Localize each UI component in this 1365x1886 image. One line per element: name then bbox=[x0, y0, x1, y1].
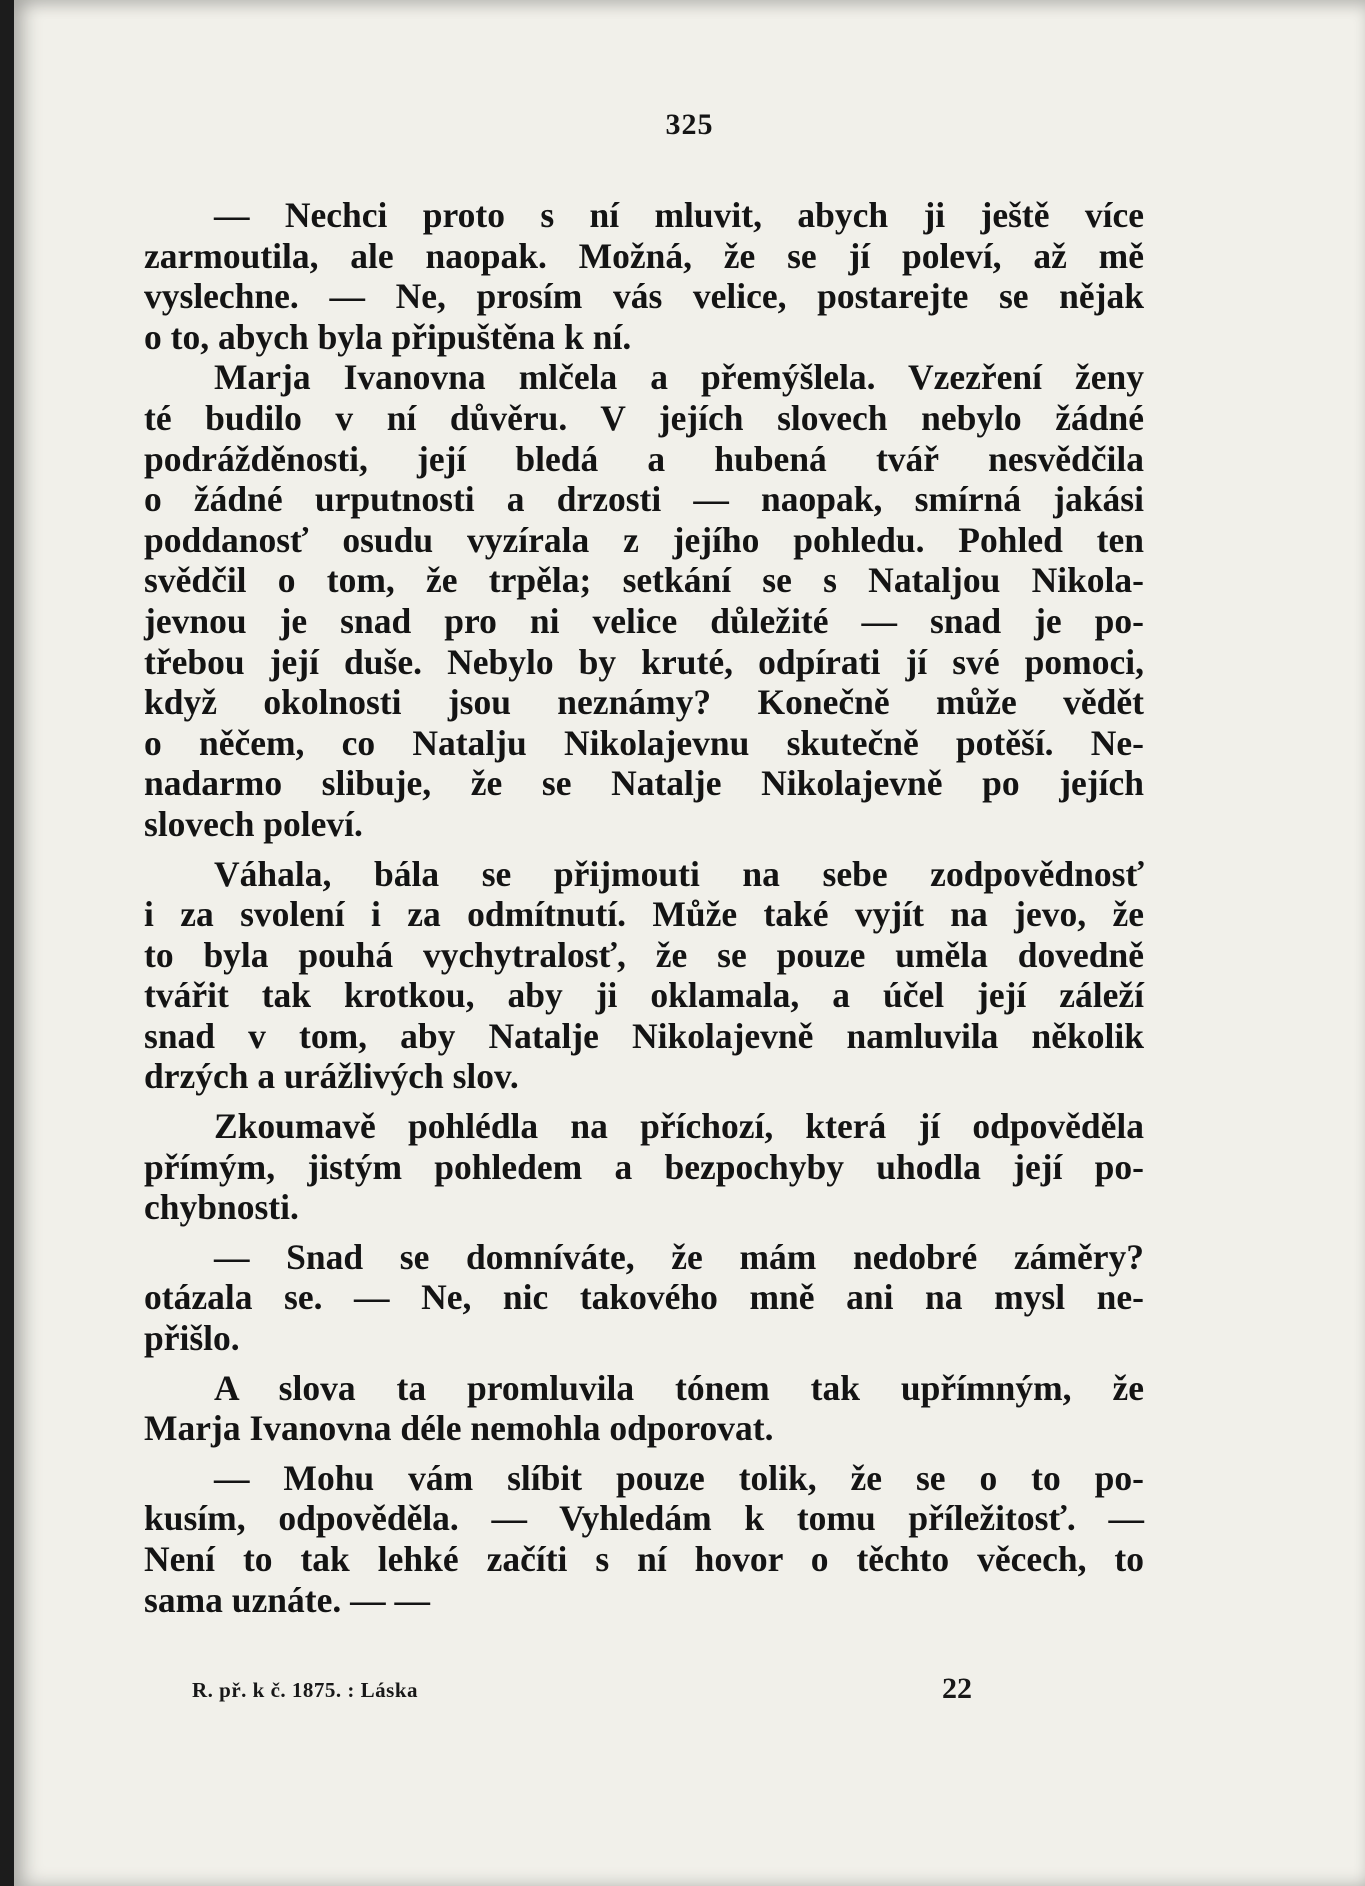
text-line: snad v tom, aby Natalje Nikolajevně namluvila několik bbox=[144, 1015, 1144, 1056]
text-line: i za svolení i za odmítnutí. Může také vyjít na jevo, že bbox=[144, 894, 1144, 935]
paragraph bbox=[144, 1368, 1144, 1449]
paragraph bbox=[144, 195, 1144, 357]
text-line: — Nechci proto s ní mluvit, abych ji ještě více bbox=[214, 195, 1144, 235]
text-line: té budilo v ní důvěru. V jejích slovech nebylo žádné bbox=[144, 397, 1144, 438]
text-line: to byla pouhá vychytralosť, že se pouze uměla dovedně bbox=[144, 934, 1144, 975]
paragraph bbox=[144, 357, 1144, 844]
text-line: chybnosti. bbox=[144, 1187, 299, 1228]
paragraph bbox=[144, 1237, 1144, 1359]
text-line: svědčil o tom, že trpěla; setkání se s Nataljou Nikola- bbox=[144, 560, 1144, 601]
text-line: o žádné urputnosti a drzosti — naopak, smírná jakási bbox=[144, 479, 1144, 520]
text-line: podrážděnosti, její bledá a hubená tvář nesvědčila bbox=[144, 438, 1144, 479]
page-number: 325 bbox=[665, 108, 714, 141]
body-text bbox=[144, 195, 1144, 1620]
text-line: jevnou je snad pro ni velice důležité — snad je po- bbox=[144, 600, 1144, 641]
text-line: o to, abych byla připuštěna k ní. bbox=[144, 316, 632, 357]
text-line: nadarmo slibuje, že se Natalje Nikolajevně po jejích bbox=[144, 763, 1144, 804]
text-line: — Snad se domníváte, že mám nedobré záměry? bbox=[214, 1236, 1144, 1277]
text-line: Není to tak lehké začíti s ní hovor o těchto věcech, to bbox=[144, 1539, 1144, 1579]
printer-signature: R. př. k č. 1875. : Láska bbox=[192, 1678, 419, 1702]
text-line: třebou její duše. Nebylo by kruté, odpírati jí své pomoci, bbox=[144, 641, 1144, 682]
paragraph-gap bbox=[144, 845, 1144, 854]
text-line: — Mohu vám slíbit pouze tolik, že se o to po- bbox=[214, 1457, 1144, 1498]
text-line: zarmoutila, ale naopak. Možná, že se jí poleví, až mě bbox=[144, 235, 1144, 276]
text-line: Marja Ivanovna mlčela a přemýšlela. Vzezření ženy bbox=[214, 357, 1144, 398]
paragraph-gap bbox=[144, 1449, 1144, 1458]
text-line: poddanosť osudu vyzírala z jejího pohledu. Pohled ten bbox=[144, 519, 1144, 560]
paragraph-gap bbox=[144, 1097, 1144, 1106]
text-line: Zkoumavě pohlédla na příchozí, která jí odpověděla bbox=[214, 1106, 1144, 1147]
page-footer bbox=[192, 1672, 972, 1708]
paragraph-gap bbox=[144, 1228, 1144, 1237]
text-line: drzých a urážlivých slov. bbox=[144, 1056, 519, 1097]
text-line: přímým, jistým pohledem a bezpochyby uhodla její po- bbox=[144, 1146, 1144, 1187]
paragraph bbox=[144, 1106, 1144, 1228]
text-line: o něčem, co Natalju Nikolajevnu skutečně potěší. Ne- bbox=[144, 722, 1144, 763]
text-line: vyslechne. — Ne, prosím vás velice, postarejte se nějak bbox=[144, 276, 1144, 317]
paragraph-gap bbox=[144, 1359, 1144, 1368]
paragraph bbox=[144, 854, 1144, 1098]
text-line: sama uznáte. — — bbox=[144, 1579, 430, 1620]
paragraph bbox=[144, 1458, 1144, 1620]
text-line: když okolnosti jsou neznámy? Konečně může vědět bbox=[144, 682, 1144, 723]
text-line: Marja Ivanovna déle nemohla odporovat. bbox=[144, 1408, 774, 1449]
text-line: Váhala, bála se přijmouti na sebe zodpovědnosť bbox=[214, 853, 1144, 894]
text-line: kusím, odpověděla. — Vyhledám k tomu příležitosť. — bbox=[144, 1498, 1144, 1539]
text-line: tvářit tak krotkou, aby ji oklamala, a účel její záleží bbox=[144, 975, 1144, 1016]
text-line: otázala se. — Ne, nic takového mně ani na mysl ne- bbox=[144, 1277, 1144, 1318]
text-line: přišlo. bbox=[144, 1318, 240, 1359]
text-line: slovech poleví. bbox=[144, 803, 363, 844]
book-page bbox=[14, 0, 1365, 1886]
sheet-number: 22 bbox=[942, 1672, 972, 1705]
text-line: A slova ta promluvila tónem tak upřímným, že bbox=[214, 1367, 1144, 1408]
